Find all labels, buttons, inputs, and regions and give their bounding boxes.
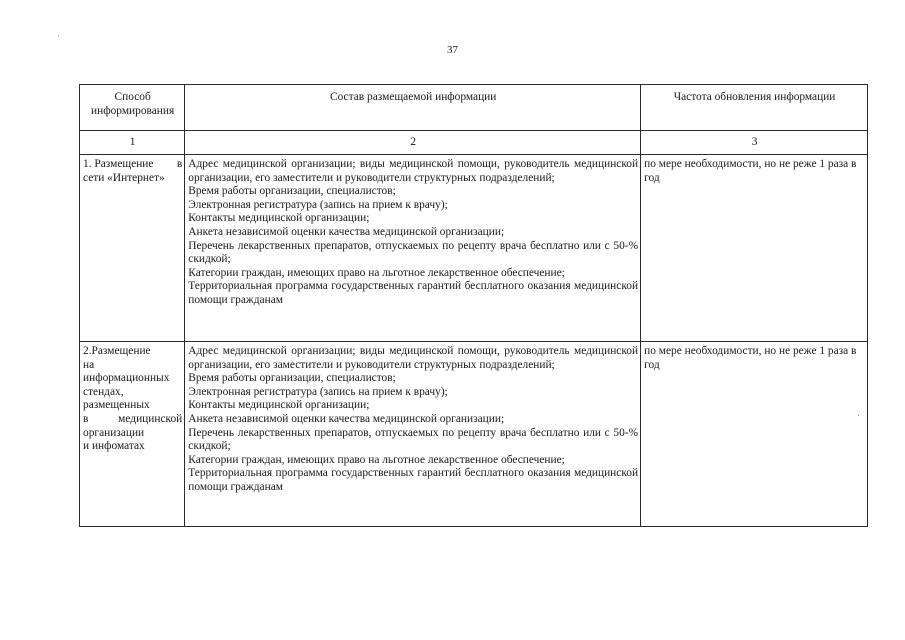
info-table (79, 84, 868, 527)
frequency-cell: по мере необходимости, но не реже 1 раза в год (641, 155, 868, 342)
content-item: Анкета независимой оценки качества медицинской организации; (188, 225, 505, 238)
method-line: 2.Размещение (83, 345, 151, 357)
page-number: 37 (447, 44, 458, 56)
column-number-row (80, 131, 868, 155)
content-item: Электронная регистратура (запись на прием к врачу); (188, 198, 448, 211)
content-item: Электронная регистратура (запись на прием к врачу); (188, 385, 448, 398)
content-item: Адрес медицинской организации; виды медицинской помощи, руководитель медицинской организации, его заместители и руководители структурных подразделений; (188, 158, 639, 184)
content-item: Контакты медицинской организации; (188, 212, 370, 225)
method-word: медицинской (118, 412, 183, 425)
method-line: информационных (83, 372, 170, 385)
content-item: Категории граждан, имеющих право на льготное лекарственное обеспечение; (188, 266, 565, 279)
content-item: Перечень лекарственных препаратов, отпускаемых по рецепту врача бесплатно или с 50-% скидкой; (188, 239, 639, 266)
content-item: Территориальная программа государственных гарантий бесплатного оказания медицинской помощи гражданам (188, 467, 639, 493)
content-item: Время работы организации, специалистов; (188, 185, 396, 198)
content-item: Контакты медицинской организации; (188, 399, 370, 412)
content-item: Анкета независимой оценки качества медицинской организации; (188, 412, 505, 425)
method-word: 1. Размещение (83, 158, 154, 170)
method-cell (80, 342, 185, 527)
frequency-cell: по мере необходимости, но не реже 1 раза в год (641, 342, 868, 527)
method-line-spread (83, 158, 182, 172)
content-cell (185, 342, 641, 527)
content-cell (185, 155, 641, 342)
method-word: в (176, 158, 183, 170)
content-item: Категории граждан, имеющих право на льготное лекарственное обеспечение; (188, 453, 565, 466)
method-line: на (83, 358, 95, 371)
scan-speck (858, 415, 859, 416)
method-line-spread (83, 413, 182, 427)
header-cell-method: Способ информирования (80, 85, 185, 131)
content-item: Время работы организации, специалистов; (188, 372, 396, 385)
method-line: организации (83, 426, 145, 439)
content-item: Адрес медицинской организации; виды медицинской помощи, руководитель медицинской организации, его заместители и руководители структурных подразделений; (188, 345, 639, 371)
column-number-2: 2 (185, 131, 641, 155)
header-cell-frequency: Частота обновления информации (641, 85, 868, 131)
column-number-1: 1 (80, 131, 185, 155)
method-cell (80, 155, 185, 342)
header-row (80, 85, 868, 131)
method-word: в (83, 412, 89, 425)
content-item: Территориальная программа государственных гарантий бесплатного оказания медицинской помощи гражданам (188, 280, 639, 306)
header-cell-content: Состав размещаемой информации (185, 85, 641, 131)
method-line: размещенных (83, 399, 150, 412)
method-line: и инфоматах (83, 440, 145, 453)
column-number-3: 3 (641, 131, 868, 155)
method-line: стендах, (83, 385, 124, 398)
scan-speck (58, 35, 59, 36)
method-line: сети «Интернет» (83, 171, 165, 184)
table-row (80, 155, 868, 342)
content-item: Перечень лекарственных препаратов, отпускаемых по рецепту врача бесплатно или с 50-% скидкой; (188, 426, 639, 453)
table-row (80, 342, 868, 527)
